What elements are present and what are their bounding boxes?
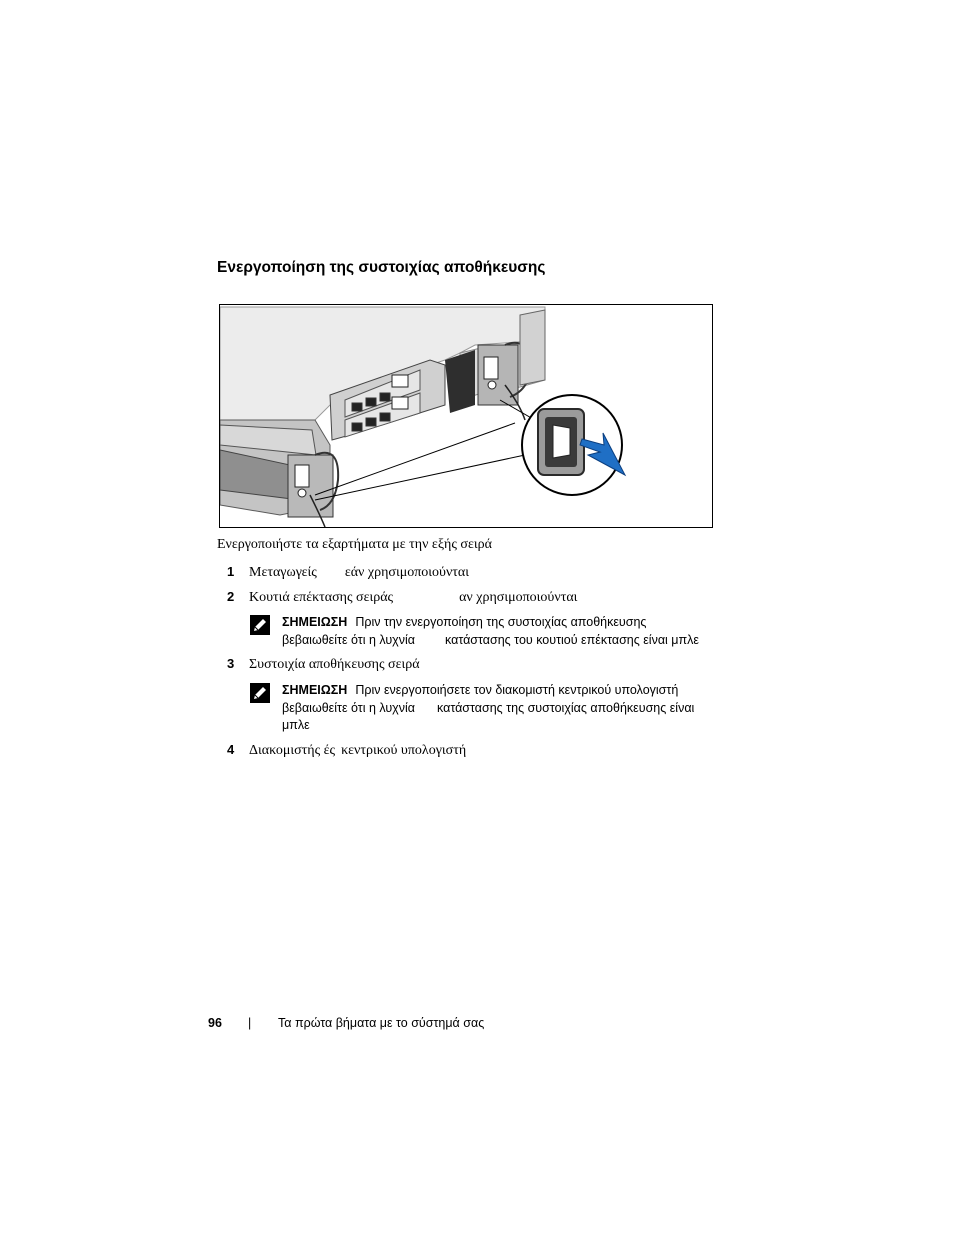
step-text: Διακομιστής ές bbox=[249, 743, 336, 758]
page-number: 96 bbox=[208, 1016, 222, 1030]
step-text: Συστοιχία αποθήκευσης σειρά bbox=[249, 657, 420, 672]
step-text-tail: αν χρησιμοποιούνται bbox=[459, 590, 578, 605]
step-text: Μεταγωγείς bbox=[249, 565, 317, 580]
step-text-tail: κεντρικού υπολογιστή bbox=[341, 743, 467, 758]
note-text: βεβαιωθείτε ότι η λυχνία bbox=[282, 700, 415, 715]
step-number: 3 bbox=[227, 656, 235, 671]
note-label: ΣΗΜΕΙΩΣΗ bbox=[282, 615, 348, 629]
note-text: Πριν την ενεργοποίηση της συστοιχίας αποθήκευσης bbox=[355, 615, 647, 629]
footer-separator: | bbox=[248, 1016, 252, 1030]
step-text: Κουτιά επέκτασης σειράς bbox=[249, 590, 394, 605]
list-item bbox=[227, 563, 469, 581]
power-on-illustration bbox=[219, 304, 713, 528]
list-item bbox=[227, 588, 577, 606]
section-heading: Ενεργοποίηση της συστοιχίας αποθήκευσης bbox=[217, 259, 546, 276]
note-text: βεβαιωθείτε ότι η λυχνία bbox=[282, 632, 415, 647]
step-number: 1 bbox=[227, 564, 235, 579]
note-label: ΣΗΜΕΙΩΣΗ bbox=[282, 683, 348, 697]
note-text: κατάστασης του κουτιού επέκτασης είναι μπλε bbox=[445, 632, 699, 647]
intro-text: Ενεργοποιήστε τα εξαρτήματα με την εξής σειρά bbox=[217, 537, 492, 552]
list-item bbox=[227, 655, 420, 673]
note-text: μπλε bbox=[282, 718, 310, 732]
step-number: 2 bbox=[227, 589, 235, 604]
note-text: Πριν ενεργοποιήσετε τον διακομιστή κεντρικού υπολογιστή bbox=[355, 683, 679, 697]
footer-title: Τα πρώτα βήματα με το σύστημά σας bbox=[278, 1016, 485, 1030]
step-number: 4 bbox=[227, 742, 235, 757]
step-text-tail: εάν χρησιμοποιούνται bbox=[344, 565, 470, 580]
list-item bbox=[227, 741, 466, 759]
note-pencil-icon bbox=[250, 683, 270, 703]
note-pencil-icon bbox=[250, 615, 270, 635]
note-text: κατάστασης της συστοιχίας αποθήκευσης είναι bbox=[437, 700, 695, 715]
storage-array-diagram bbox=[220, 305, 713, 528]
